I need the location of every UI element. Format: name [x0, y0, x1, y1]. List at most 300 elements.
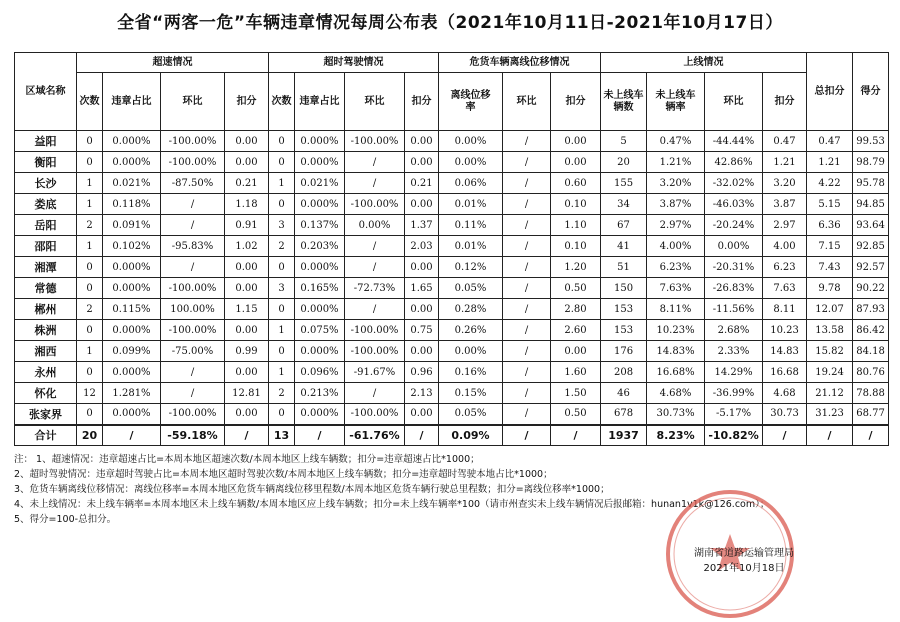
- cell-fatigue-deduct: 1.37: [405, 215, 439, 236]
- cell-offline-change: -5.17%: [705, 404, 763, 425]
- total-hazard-deduct: /: [551, 425, 601, 446]
- cell-speed-count: 0: [77, 320, 103, 341]
- cell-speed-deduct: 0.00: [225, 320, 269, 341]
- cell-offline-rate: 0.47%: [647, 131, 705, 152]
- cell-speed-deduct: 0.00: [225, 257, 269, 278]
- total-offline-count: 1937: [601, 425, 647, 446]
- cell-hazard-change: /: [503, 320, 551, 341]
- total-speed-count: 20: [77, 425, 103, 446]
- cell-fatigue-change: -100.00%: [345, 320, 405, 341]
- cell-fatigue-count: 0: [269, 131, 295, 152]
- cell-fatigue-deduct: 0.00: [405, 152, 439, 173]
- cell-region: 郴州: [15, 299, 77, 320]
- cell-fatigue-ratio: 0.137%: [295, 215, 345, 236]
- cell-total-deduction: 19.24: [807, 362, 853, 383]
- cell-fatigue-count: 0: [269, 194, 295, 215]
- cell-speed-count: 12: [77, 383, 103, 404]
- cell-region: 怀化: [15, 383, 77, 404]
- cell-fatigue-count: 0: [269, 299, 295, 320]
- cell-total-deduction: 9.78: [807, 278, 853, 299]
- header-fatigue-change: 环比: [345, 73, 405, 131]
- cell-speed-ratio: 0.000%: [103, 257, 161, 278]
- cell-hazard-change: /: [503, 173, 551, 194]
- cell-fatigue-change: /: [345, 299, 405, 320]
- cell-offline-change: 42.86%: [705, 152, 763, 173]
- cell-offline-change: -44.44%: [705, 131, 763, 152]
- cell-fatigue-change: -100.00%: [345, 404, 405, 425]
- cell-hazard-rate: 0.26%: [439, 320, 503, 341]
- cell-speed-change: 100.00%: [161, 299, 225, 320]
- total-fatigue-count: 13: [269, 425, 295, 446]
- cell-speed-ratio: 0.000%: [103, 404, 161, 425]
- header-speed-change: 环比: [161, 73, 225, 131]
- cell-region: 湘西: [15, 341, 77, 362]
- cell-fatigue-ratio: 0.000%: [295, 341, 345, 362]
- table-row: [15, 341, 889, 362]
- cell-speed-count: 1: [77, 236, 103, 257]
- cell-speed-count: 1: [77, 341, 103, 362]
- cell-hazard-deduct: 1.20: [551, 257, 601, 278]
- total-offline-change: -10.82%: [705, 425, 763, 446]
- cell-region: 株洲: [15, 320, 77, 341]
- cell-speed-change: /: [161, 215, 225, 236]
- cell-fatigue-count: 0: [269, 257, 295, 278]
- header-offline-deduct: 扣分: [763, 73, 807, 131]
- header-group-speed: 超速情况: [77, 53, 269, 73]
- issue-date: 2021年10月18日: [703, 563, 785, 574]
- cell-fatigue-deduct: 2.13: [405, 383, 439, 404]
- cell-hazard-change: /: [503, 152, 551, 173]
- cell-hazard-rate: 0.06%: [439, 173, 503, 194]
- cell-region: 长沙: [15, 173, 77, 194]
- cell-speed-count: 0: [77, 257, 103, 278]
- cell-fatigue-ratio: 0.000%: [295, 257, 345, 278]
- cell-fatigue-change: -91.67%: [345, 362, 405, 383]
- cell-fatigue-ratio: 0.000%: [295, 131, 345, 152]
- cell-offline-rate: 4.68%: [647, 383, 705, 404]
- total-offline-rate: 8.23%: [647, 425, 705, 446]
- cell-total-deduction: 5.15: [807, 194, 853, 215]
- cell-hazard-change: /: [503, 362, 551, 383]
- note-line: 4、未上线情况：未上线车辆率=本周本地区未上线车辆数/本周本地区应上线车辆数；扣分=未上线车辆率*100（请市州查实未上线车辆情况后报邮箱：hunan1v1k@126.com）；: [14, 499, 770, 510]
- cell-speed-change: -100.00%: [161, 131, 225, 152]
- header-speed-deduct: 扣分: [225, 73, 269, 131]
- cell-speed-ratio: 0.115%: [103, 299, 161, 320]
- cell-fatigue-deduct: 0.96: [405, 362, 439, 383]
- cell-fatigue-ratio: 0.203%: [295, 236, 345, 257]
- cell-fatigue-change: -100.00%: [345, 341, 405, 362]
- cell-hazard-change: /: [503, 299, 551, 320]
- cell-hazard-deduct: 1.50: [551, 383, 601, 404]
- cell-speed-ratio: 0.118%: [103, 194, 161, 215]
- cell-offline-rate: 8.11%: [647, 299, 705, 320]
- cell-fatigue-ratio: 0.021%: [295, 173, 345, 194]
- note-line: 3、危货车辆离线位移情况：离线位移率=本周本地区危货车辆离线位移里程数/本周本地区危货车辆行驶总里程数；扣分=离线位移率*1000；: [14, 484, 610, 495]
- cell-offline-deduct: 1.21: [763, 152, 807, 173]
- cell-region: 湘潭: [15, 257, 77, 278]
- cell-fatigue-count: 1: [269, 320, 295, 341]
- cell-fatigue-count: 0: [269, 152, 295, 173]
- cell-speed-count: 1: [77, 194, 103, 215]
- cell-speed-count: 0: [77, 131, 103, 152]
- cell-score: 98.79: [853, 152, 889, 173]
- header-hazard-deduct: 扣分: [551, 73, 601, 131]
- cell-offline-rate: 1.21%: [647, 152, 705, 173]
- cell-total-deduction: 1.21: [807, 152, 853, 173]
- cell-fatigue-deduct: 0.00: [405, 194, 439, 215]
- cell-offline-change: -20.24%: [705, 215, 763, 236]
- cell-fatigue-change: -72.73%: [345, 278, 405, 299]
- cell-region: 娄底: [15, 194, 77, 215]
- cell-speed-ratio: 0.000%: [103, 362, 161, 383]
- cell-hazard-rate: 0.00%: [439, 341, 503, 362]
- header-hazard-change: 环比: [503, 73, 551, 131]
- cell-speed-ratio: 0.000%: [103, 278, 161, 299]
- cell-speed-count: 0: [77, 362, 103, 383]
- table-row: [15, 194, 889, 215]
- header-region: 区域名称: [15, 53, 77, 131]
- total-score: /: [853, 425, 889, 446]
- table-row: [15, 131, 889, 152]
- cell-region: 常德: [15, 278, 77, 299]
- cell-fatigue-change: /: [345, 383, 405, 404]
- cell-offline-change: -20.31%: [705, 257, 763, 278]
- cell-speed-deduct: 0.99: [225, 341, 269, 362]
- cell-speed-change: /: [161, 257, 225, 278]
- header-group-online: 上线情况: [601, 53, 807, 73]
- cell-speed-count: 0: [77, 404, 103, 425]
- cell-speed-deduct: 1.02: [225, 236, 269, 257]
- cell-speed-change: -87.50%: [161, 173, 225, 194]
- header-fatigue-count: 次数: [269, 73, 295, 131]
- cell-hazard-deduct: 2.60: [551, 320, 601, 341]
- cell-offline-change: -36.99%: [705, 383, 763, 404]
- cell-fatigue-ratio: 0.000%: [295, 299, 345, 320]
- issuing-organization: 湖南省道路运输管理局: [694, 548, 794, 559]
- cell-offline-rate: 10.23%: [647, 320, 705, 341]
- cell-speed-deduct: 12.81: [225, 383, 269, 404]
- violation-table: [14, 52, 889, 446]
- cell-offline-rate: 7.63%: [647, 278, 705, 299]
- table-row: [15, 320, 889, 341]
- cell-fatigue-count: 1: [269, 173, 295, 194]
- cell-speed-count: 1: [77, 173, 103, 194]
- total-speed-ratio: /: [103, 425, 161, 446]
- cell-offline-count: 155: [601, 173, 647, 194]
- cell-fatigue-count: 2: [269, 383, 295, 404]
- cell-offline-deduct: 3.87: [763, 194, 807, 215]
- cell-offline-count: 20: [601, 152, 647, 173]
- cell-speed-change: -75.00%: [161, 341, 225, 362]
- cell-score: 92.85: [853, 236, 889, 257]
- cell-fatigue-change: /: [345, 173, 405, 194]
- cell-offline-deduct: 3.20: [763, 173, 807, 194]
- cell-offline-count: 153: [601, 299, 647, 320]
- cell-hazard-change: /: [503, 341, 551, 362]
- header-score: 得分: [853, 53, 889, 131]
- cell-offline-change: -46.03%: [705, 194, 763, 215]
- total-hazard-change: /: [503, 425, 551, 446]
- cell-offline-deduct: 4.00: [763, 236, 807, 257]
- cell-speed-deduct: 0.00: [225, 152, 269, 173]
- header-offline-count: 未上线车辆数: [601, 73, 647, 131]
- cell-region: 益阳: [15, 131, 77, 152]
- cell-speed-count: 2: [77, 299, 103, 320]
- cell-speed-deduct: 0.00: [225, 131, 269, 152]
- cell-hazard-deduct: 0.60: [551, 173, 601, 194]
- cell-total-deduction: 7.15: [807, 236, 853, 257]
- cell-offline-count: 41: [601, 236, 647, 257]
- cell-offline-deduct: 14.83: [763, 341, 807, 362]
- cell-speed-deduct: 0.21: [225, 173, 269, 194]
- cell-score: 90.22: [853, 278, 889, 299]
- cell-speed-ratio: 0.099%: [103, 341, 161, 362]
- cell-speed-deduct: 0.00: [225, 278, 269, 299]
- cell-fatigue-change: -100.00%: [345, 194, 405, 215]
- cell-speed-count: 0: [77, 278, 103, 299]
- cell-speed-change: /: [161, 383, 225, 404]
- cell-fatigue-ratio: 0.096%: [295, 362, 345, 383]
- cell-hazard-rate: 0.00%: [439, 131, 503, 152]
- cell-offline-deduct: 16.68: [763, 362, 807, 383]
- total-fatigue-ratio: /: [295, 425, 345, 446]
- cell-speed-ratio: 0.000%: [103, 152, 161, 173]
- page-title: 全省“两客一危”车辆违章情况每周公布表（2021年10月11日-2021年10月17日）: [117, 13, 783, 33]
- cell-offline-deduct: 7.63: [763, 278, 807, 299]
- table-row: [15, 257, 889, 278]
- cell-offline-rate: 3.87%: [647, 194, 705, 215]
- cell-hazard-rate: 0.05%: [439, 404, 503, 425]
- cell-score: 92.57: [853, 257, 889, 278]
- cell-offline-count: 5: [601, 131, 647, 152]
- cell-fatigue-deduct: 0.21: [405, 173, 439, 194]
- cell-fatigue-change: -100.00%: [345, 131, 405, 152]
- cell-fatigue-count: 3: [269, 278, 295, 299]
- total-region: 合计: [15, 425, 77, 446]
- table-row: [15, 236, 889, 257]
- cell-offline-rate: 6.23%: [647, 257, 705, 278]
- cell-region: 岳阳: [15, 215, 77, 236]
- total-speed-deduct: /: [225, 425, 269, 446]
- table-row: [15, 215, 889, 236]
- cell-fatigue-ratio: 0.213%: [295, 383, 345, 404]
- cell-offline-change: 2.68%: [705, 320, 763, 341]
- cell-fatigue-ratio: 0.165%: [295, 278, 345, 299]
- cell-fatigue-ratio: 0.000%: [295, 194, 345, 215]
- note-line: 2、超时驾驶情况：违章超时驾驶占比=本周本地区超时驾驶次数/本周本地区上线车辆数；扣分=违章超时驾驶本地占比*1000；: [14, 469, 553, 480]
- cell-total-deduction: 12.07: [807, 299, 853, 320]
- cell-hazard-rate: 0.28%: [439, 299, 503, 320]
- cell-region: 邵阳: [15, 236, 77, 257]
- cell-hazard-rate: 0.15%: [439, 383, 503, 404]
- cell-total-deduction: 7.43: [807, 257, 853, 278]
- cell-fatigue-count: 1: [269, 362, 295, 383]
- cell-offline-count: 153: [601, 320, 647, 341]
- cell-offline-rate: 14.83%: [647, 341, 705, 362]
- header-offline-change: 环比: [705, 73, 763, 131]
- cell-offline-deduct: 4.68: [763, 383, 807, 404]
- header-speed-count: 次数: [77, 73, 103, 131]
- total-row: [15, 425, 889, 446]
- cell-hazard-change: /: [503, 215, 551, 236]
- cell-hazard-deduct: 0.00: [551, 152, 601, 173]
- cell-score: 86.42: [853, 320, 889, 341]
- cell-fatigue-count: 3: [269, 215, 295, 236]
- cell-hazard-deduct: 0.50: [551, 278, 601, 299]
- cell-offline-change: 14.29%: [705, 362, 763, 383]
- cell-hazard-deduct: 0.50: [551, 404, 601, 425]
- cell-total-deduction: 31.23: [807, 404, 853, 425]
- header-group-hazard: 危货车辆离线位移情况: [439, 53, 601, 73]
- cell-speed-count: 0: [77, 152, 103, 173]
- cell-hazard-rate: 0.16%: [439, 362, 503, 383]
- cell-fatigue-count: 0: [269, 341, 295, 362]
- cell-score: 99.53: [853, 131, 889, 152]
- cell-offline-rate: 16.68%: [647, 362, 705, 383]
- cell-speed-ratio: 0.091%: [103, 215, 161, 236]
- cell-score: 80.76: [853, 362, 889, 383]
- cell-offline-deduct: 8.11: [763, 299, 807, 320]
- cell-speed-deduct: 1.18: [225, 194, 269, 215]
- header-group-fatigue: 超时驾驶情况: [269, 53, 439, 73]
- cell-speed-change: -100.00%: [161, 152, 225, 173]
- table-row: [15, 383, 889, 404]
- cell-offline-change: -26.83%: [705, 278, 763, 299]
- cell-offline-count: 176: [601, 341, 647, 362]
- cell-score: 84.18: [853, 341, 889, 362]
- cell-total-deduction: 6.36: [807, 215, 853, 236]
- cell-offline-count: 678: [601, 404, 647, 425]
- table-row: [15, 152, 889, 173]
- cell-fatigue-deduct: 0.00: [405, 257, 439, 278]
- header-fatigue-ratio: 违章占比: [295, 73, 345, 131]
- cell-speed-deduct: 0.00: [225, 404, 269, 425]
- cell-hazard-rate: 0.12%: [439, 257, 503, 278]
- cell-speed-deduct: 1.15: [225, 299, 269, 320]
- cell-fatigue-change: 0.00%: [345, 215, 405, 236]
- cell-hazard-rate: 0.01%: [439, 236, 503, 257]
- cell-offline-deduct: 0.47: [763, 131, 807, 152]
- cell-offline-count: 46: [601, 383, 647, 404]
- cell-fatigue-deduct: 1.65: [405, 278, 439, 299]
- cell-offline-rate: 3.20%: [647, 173, 705, 194]
- cell-hazard-deduct: 0.10: [551, 194, 601, 215]
- cell-hazard-rate: 0.05%: [439, 278, 503, 299]
- cell-fatigue-change: /: [345, 152, 405, 173]
- cell-total-deduction: 0.47: [807, 131, 853, 152]
- table-row: [15, 404, 889, 425]
- total-speed-change: -59.18%: [161, 425, 225, 446]
- cell-offline-rate: 2.97%: [647, 215, 705, 236]
- cell-hazard-deduct: 1.60: [551, 362, 601, 383]
- cell-total-deduction: 21.12: [807, 383, 853, 404]
- total-hazard-rate: 0.09%: [439, 425, 503, 446]
- cell-hazard-rate: 0.01%: [439, 194, 503, 215]
- cell-speed-ratio: 0.000%: [103, 131, 161, 152]
- total-total-deduction: /: [807, 425, 853, 446]
- table-row: [15, 299, 889, 320]
- cell-offline-change: 0.00%: [705, 236, 763, 257]
- cell-offline-deduct: 30.73: [763, 404, 807, 425]
- cell-hazard-change: /: [503, 194, 551, 215]
- cell-score: 95.78: [853, 173, 889, 194]
- cell-fatigue-change: /: [345, 236, 405, 257]
- cell-hazard-change: /: [503, 404, 551, 425]
- cell-speed-ratio: 0.000%: [103, 320, 161, 341]
- cell-fatigue-ratio: 0.000%: [295, 152, 345, 173]
- cell-offline-count: 34: [601, 194, 647, 215]
- cell-region: 张家界: [15, 404, 77, 425]
- table-row: [15, 362, 889, 383]
- cell-fatigue-deduct: 0.75: [405, 320, 439, 341]
- cell-speed-ratio: 0.102%: [103, 236, 161, 257]
- cell-offline-change: -11.56%: [705, 299, 763, 320]
- header-hazard-rate: 离线位移率: [439, 73, 503, 131]
- cell-fatigue-deduct: 0.00: [405, 299, 439, 320]
- table-row: [15, 278, 889, 299]
- cell-speed-ratio: 1.281%: [103, 383, 161, 404]
- cell-fatigue-count: 2: [269, 236, 295, 257]
- cell-speed-count: 2: [77, 215, 103, 236]
- cell-speed-change: -100.00%: [161, 320, 225, 341]
- cell-offline-deduct: 2.97: [763, 215, 807, 236]
- cell-total-deduction: 13.58: [807, 320, 853, 341]
- total-offline-deduct: /: [763, 425, 807, 446]
- cell-hazard-rate: 0.11%: [439, 215, 503, 236]
- cell-hazard-change: /: [503, 278, 551, 299]
- cell-score: 93.64: [853, 215, 889, 236]
- cell-offline-rate: 30.73%: [647, 404, 705, 425]
- cell-hazard-deduct: 0.00: [551, 131, 601, 152]
- cell-speed-change: -95.83%: [161, 236, 225, 257]
- cell-offline-count: 67: [601, 215, 647, 236]
- total-fatigue-deduct: /: [405, 425, 439, 446]
- cell-hazard-deduct: 1.10: [551, 215, 601, 236]
- cell-hazard-change: /: [503, 131, 551, 152]
- cell-total-deduction: 15.82: [807, 341, 853, 362]
- cell-speed-deduct: 0.00: [225, 362, 269, 383]
- cell-offline-deduct: 10.23: [763, 320, 807, 341]
- cell-offline-change: 2.33%: [705, 341, 763, 362]
- table-row: [15, 173, 889, 194]
- footer: [664, 546, 824, 576]
- note-line: 5、得分=100-总扣分。: [14, 514, 117, 525]
- cell-total-deduction: 4.22: [807, 173, 853, 194]
- cell-hazard-deduct: 0.00: [551, 341, 601, 362]
- cell-offline-change: -32.02%: [705, 173, 763, 194]
- cell-score: 78.88: [853, 383, 889, 404]
- cell-region: 永州: [15, 362, 77, 383]
- cell-score: 68.77: [853, 404, 889, 425]
- cell-fatigue-deduct: 0.00: [405, 131, 439, 152]
- cell-speed-change: -100.00%: [161, 404, 225, 425]
- cell-hazard-deduct: 0.10: [551, 236, 601, 257]
- header-total-deduction: 总扣分: [807, 53, 853, 131]
- cell-region: 衡阳: [15, 152, 77, 173]
- cell-offline-count: 208: [601, 362, 647, 383]
- cell-speed-change: /: [161, 194, 225, 215]
- cell-fatigue-change: /: [345, 257, 405, 278]
- cell-hazard-change: /: [503, 236, 551, 257]
- total-fatigue-change: -61.76%: [345, 425, 405, 446]
- cell-fatigue-deduct: 2.03: [405, 236, 439, 257]
- cell-fatigue-count: 0: [269, 404, 295, 425]
- cell-hazard-deduct: 2.80: [551, 299, 601, 320]
- cell-hazard-change: /: [503, 383, 551, 404]
- cell-score: 87.93: [853, 299, 889, 320]
- cell-offline-count: 150: [601, 278, 647, 299]
- cell-speed-deduct: 0.91: [225, 215, 269, 236]
